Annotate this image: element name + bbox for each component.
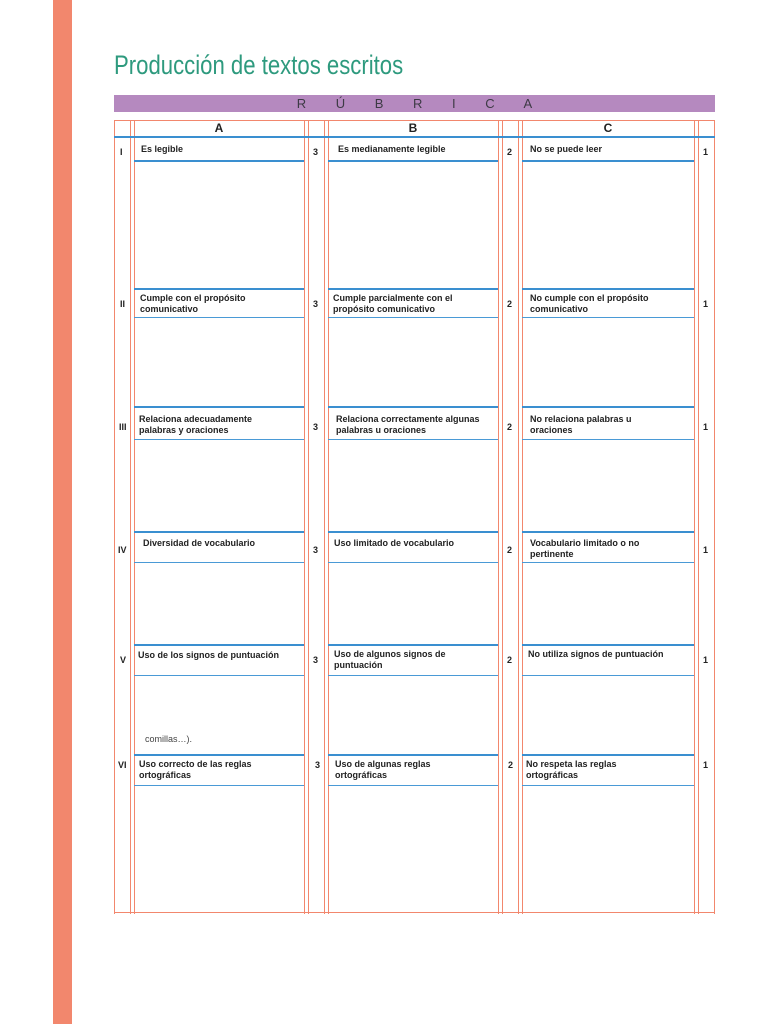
column-header-b: B bbox=[408, 121, 418, 135]
score-b: 2 bbox=[507, 422, 513, 432]
grid-rule bbox=[324, 120, 325, 914]
rubric-table bbox=[114, 120, 715, 914]
row-rule bbox=[328, 754, 498, 756]
grid-rule bbox=[328, 120, 329, 914]
score-a: 3 bbox=[313, 545, 319, 555]
criterion-b: Es medianamente legible bbox=[338, 144, 446, 154]
grid-rule bbox=[694, 120, 695, 914]
criterion-c: No cumple con el propósito comunicativo bbox=[530, 293, 649, 314]
grid-rule bbox=[502, 120, 503, 914]
criterion-b: Uso de algunos signos de puntuación bbox=[334, 649, 446, 670]
grid-rule bbox=[304, 120, 305, 914]
column-header-c: C bbox=[603, 121, 613, 135]
grid-rule bbox=[518, 120, 519, 914]
rubric-band: R Ú B R I C A bbox=[114, 95, 715, 112]
grid-rule bbox=[114, 912, 715, 913]
score-b: 2 bbox=[507, 655, 513, 665]
row-rule bbox=[134, 531, 304, 533]
criterion-b: Cumple parcialmente con el propósito comunicativo bbox=[333, 293, 453, 314]
criterion-b: Uso de algunas reglas ortográficas bbox=[335, 759, 431, 780]
row-rule bbox=[134, 785, 304, 786]
row-rule bbox=[522, 644, 694, 646]
row-rule bbox=[134, 439, 304, 440]
row-rule bbox=[522, 317, 694, 318]
row-rule bbox=[328, 439, 498, 440]
score-a: 3 bbox=[313, 299, 319, 309]
grid-rule bbox=[698, 120, 699, 914]
row-rule bbox=[522, 754, 694, 756]
row-rule bbox=[328, 562, 498, 563]
row-rule bbox=[134, 160, 304, 162]
score-b: 2 bbox=[507, 545, 513, 555]
score-a: 3 bbox=[315, 760, 321, 770]
row-rule bbox=[522, 406, 694, 408]
score-c: 1 bbox=[703, 760, 709, 770]
row-number: V bbox=[120, 655, 127, 665]
row-rule bbox=[328, 160, 498, 162]
row-rule bbox=[134, 754, 304, 756]
criterion-a: Uso de los signos de puntuación bbox=[138, 650, 280, 660]
grid-rule bbox=[134, 120, 135, 914]
row-number: III bbox=[119, 422, 127, 432]
score-b: 2 bbox=[508, 760, 514, 770]
score-b: 2 bbox=[507, 299, 513, 309]
header-rule bbox=[114, 136, 715, 138]
grid-rule bbox=[308, 120, 309, 914]
score-a: 3 bbox=[313, 147, 319, 157]
row-rule bbox=[134, 675, 304, 676]
criterion-c: No utiliza signos de puntuación bbox=[528, 649, 664, 659]
criterion-c: No relaciona palabras u oraciones bbox=[530, 414, 632, 435]
row-rule bbox=[522, 439, 694, 440]
row-rule bbox=[522, 160, 694, 162]
side-accent-bar bbox=[53, 0, 72, 1024]
row-rule bbox=[328, 785, 498, 786]
row-rule bbox=[328, 288, 498, 290]
row-rule bbox=[522, 288, 694, 290]
grid-rule bbox=[114, 120, 115, 914]
row-rule bbox=[328, 675, 498, 676]
row-rule bbox=[134, 317, 304, 318]
score-c: 1 bbox=[703, 299, 709, 309]
row-rule bbox=[134, 562, 304, 563]
criterion-a: Cumple con el propósito comunicativo bbox=[140, 293, 246, 314]
row-rule bbox=[328, 406, 498, 408]
score-c: 1 bbox=[703, 545, 709, 555]
row-rule bbox=[134, 288, 304, 290]
row-rule bbox=[522, 785, 694, 786]
row-number: VI bbox=[118, 760, 127, 770]
score-a: 3 bbox=[313, 422, 319, 432]
row-number: II bbox=[120, 299, 126, 309]
criterion-c: No se puede leer bbox=[530, 144, 603, 154]
criterion-a: Diversidad de vocabulario bbox=[143, 538, 256, 548]
score-c: 1 bbox=[703, 655, 709, 665]
row-rule bbox=[134, 644, 304, 646]
criterion-a: Relaciona adecuadamente palabras y oraciones bbox=[139, 414, 253, 435]
row-rule bbox=[522, 562, 694, 563]
row-rule bbox=[522, 531, 694, 533]
criterion-b: Relaciona correctamente algunas palabras u oraciones bbox=[336, 414, 480, 435]
grid-rule bbox=[130, 120, 131, 914]
grid-rule bbox=[498, 120, 499, 914]
page-title: Producción de textos escritos bbox=[114, 50, 404, 80]
row-rule bbox=[522, 675, 694, 676]
grid-rule bbox=[714, 120, 715, 914]
criterion-a: Es legible bbox=[141, 144, 184, 154]
criterion-a: Uso correcto de las reglas ortográficas bbox=[139, 759, 252, 780]
score-a: 3 bbox=[313, 655, 319, 665]
row-number: I bbox=[120, 147, 123, 157]
criterion-c: No respeta las reglas ortográficas bbox=[526, 759, 617, 780]
row-rule bbox=[328, 644, 498, 646]
column-header-a: A bbox=[214, 121, 224, 135]
row-rule bbox=[328, 317, 498, 318]
grid-rule bbox=[522, 120, 523, 914]
partial-note: comillas…). bbox=[145, 734, 193, 744]
score-c: 1 bbox=[703, 422, 709, 432]
criterion-c: Vocabulario limitado o no pertinente bbox=[530, 538, 640, 559]
row-number: IV bbox=[118, 545, 127, 555]
row-rule bbox=[134, 406, 304, 408]
criterion-b: Uso limitado de vocabulario bbox=[334, 538, 455, 548]
score-c: 1 bbox=[703, 147, 709, 157]
score-b: 2 bbox=[507, 147, 513, 157]
row-rule bbox=[328, 531, 498, 533]
